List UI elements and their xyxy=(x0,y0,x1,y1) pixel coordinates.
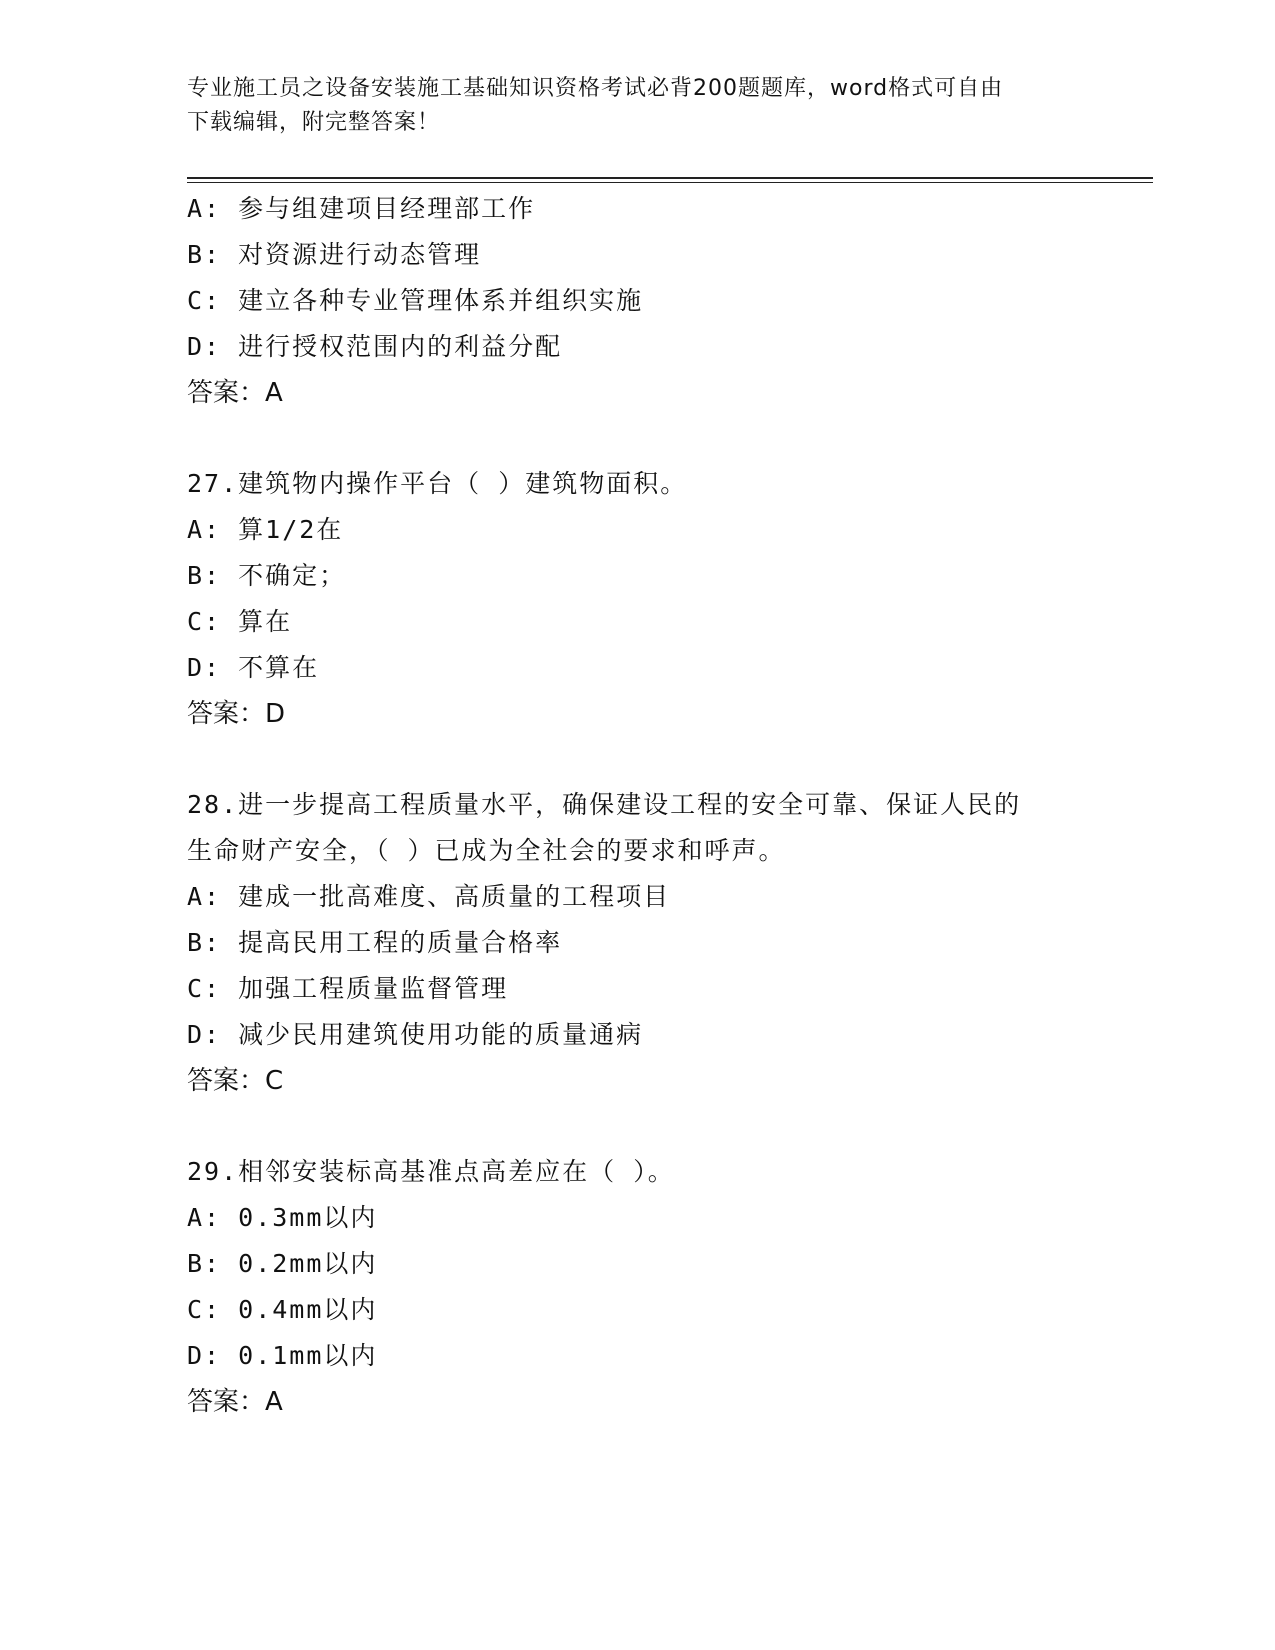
header-divider-thick xyxy=(187,177,1153,179)
question-stem: 29.相邻安装标高基准点高差应在（ ）。 xyxy=(187,1157,675,1186)
option-d: D: 减少民用建筑使用功能的质量通病 xyxy=(187,1020,644,1049)
document-header xyxy=(187,72,1067,140)
spacer xyxy=(187,416,1087,461)
option-a: A: 建成一批高难度、高质量的工程项目 xyxy=(187,882,671,911)
question-26-continuation xyxy=(187,186,1087,416)
question-29 xyxy=(187,1149,1087,1425)
option-b: B: 提高民用工程的质量合格率 xyxy=(187,928,563,957)
option-b: B: 不确定； xyxy=(187,561,347,590)
answer-label: 答案：D xyxy=(187,699,286,729)
question-stem: 27.建筑物内操作平台（ ）建筑物面积。 xyxy=(187,469,688,498)
answer-label: 答案：C xyxy=(187,1066,284,1096)
option-d: D: 进行授权范围内的利益分配 xyxy=(187,332,563,361)
spacer xyxy=(187,1104,1087,1149)
option-c: C: 建立各种专业管理体系并组织实施 xyxy=(187,286,644,315)
header-title-line-2: 下载编辑，附完整答案！ xyxy=(187,110,441,135)
answer-label: 答案：A xyxy=(187,378,283,408)
option-d: D: 不算在 xyxy=(187,653,320,682)
option-a: A: 0.3mm以内 xyxy=(187,1203,378,1232)
spacer xyxy=(187,737,1087,782)
question-28 xyxy=(187,782,1087,1104)
answer-label: 答案：A xyxy=(187,1387,283,1417)
header-divider-thin xyxy=(187,182,1153,183)
option-c: C: 0.4mm以内 xyxy=(187,1295,378,1324)
option-a: A: 算1/2在 xyxy=(187,515,344,544)
option-d: D: 0.1mm以内 xyxy=(187,1341,378,1370)
option-c: C: 算在 xyxy=(187,607,293,636)
question-list xyxy=(187,186,1087,1425)
option-b: B: 对资源进行动态管理 xyxy=(187,240,482,269)
option-a: A: 参与组建项目经理部工作 xyxy=(187,194,536,223)
header-title-line-1: 专业施工员之设备安装施工基础知识资格考试必背200题题库，word格式可自由 xyxy=(187,76,1004,101)
option-c: C: 加强工程质量监督管理 xyxy=(187,974,509,1003)
question-stem-line-2: 生命财产安全，（ ）已成为全社会的要求和呼声。 xyxy=(187,836,786,865)
question-stem-line-1: 28.进一步提高工程质量水平，确保建设工程的安全可靠、保证人民的 xyxy=(187,790,1022,819)
option-b: B: 0.2mm以内 xyxy=(187,1249,378,1278)
question-27 xyxy=(187,461,1087,737)
